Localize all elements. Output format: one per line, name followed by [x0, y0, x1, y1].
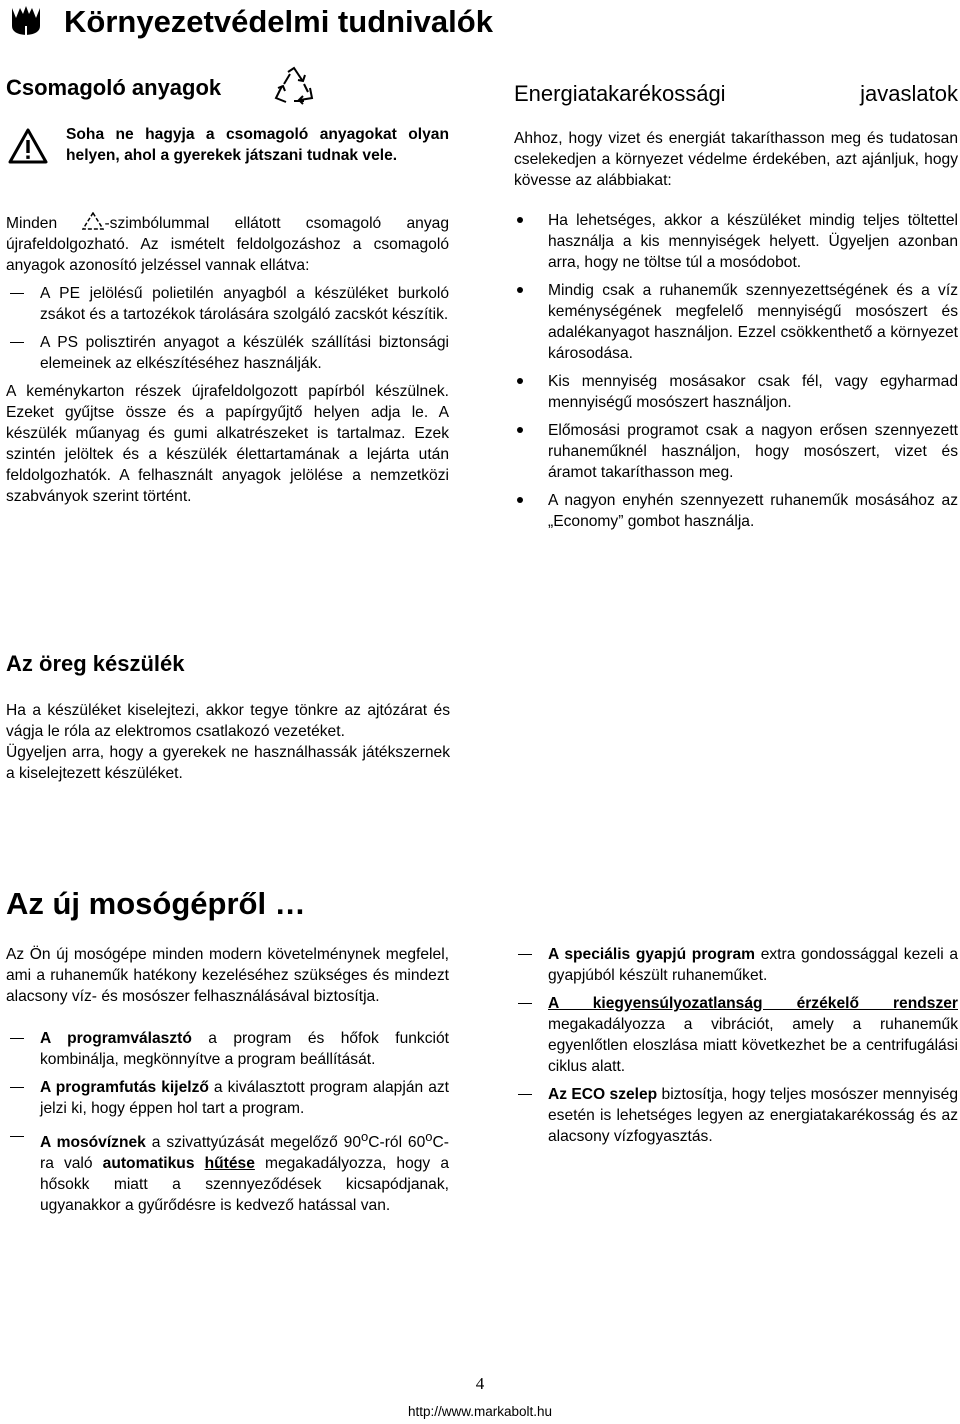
energy-item: Kis mennyiség mosásakor csak fél, vagy egyharmad mennyiségű mosószert használjon.	[514, 371, 958, 413]
recycle-icon	[272, 66, 316, 113]
packaging-closing: A keménykarton részek újrafeldolgozott papírból készülnek. Ezeket gyűjtse össze és a papírgyűjtő helyen adja le. A készülék műanyag és gumi alkatrészeket is tartalmaz. Ezek szintén jelöltek és a készülék élettartamának a lejárta után feldolgozhatók. A felhasznált anyagok jelölése a nemzetközi szabványok szerint történt.	[6, 383, 449, 505]
energy-title: Energiatakarékossági javaslatok	[514, 81, 958, 106]
energy-intro: Ahhoz, hogy vizet és energiát takaríthasson meg és tudatosan cselekedjen a környezet védelme érdekében, azt ajánljuk, hogy kövesse az alábbiakat:	[514, 130, 958, 189]
feature-item: A programválasztó a program és hőfok funkciót kombinálja, megkönnyítve a program beállítását.	[6, 1028, 449, 1070]
packaging-section	[6, 66, 449, 507]
page-title: Környezetvédelmi tudnivalók	[64, 4, 493, 39]
feature-item: A speciális gyapjú program extra gondossággal kezeli a gyapjúból készült ruhaneműket.	[514, 944, 958, 986]
recycle-icon	[82, 212, 104, 228]
feature-item: A kiegyensúlyozatlanság érzékelő rendszer megakadályozza a vibrációt, amely a ruhaneműk egyenlőtlen eloszlása miatt következhet be a centrifugálási ciklus alatt.	[514, 993, 958, 1077]
page-header	[6, 4, 956, 40]
energy-item: A nagyon enyhén szennyezett ruhaneműk mosásához az „Economy” gombot használja.	[514, 490, 958, 532]
new-machine-intro: Az Ön új mosógépe minden modern követelménynek megfelel, ami a ruhaneműk hatékony kezeléséhez szükséges és mindezt alacsony víz- és mosószer felhasználásával biztosítja.	[6, 946, 449, 1005]
feature-item: Az ECO szelep biztosítja, hogy teljes mosószer mennyiség esetén is lehetséges legyen az energiatakarékosság és az alacsony vízfogyasztás.	[514, 1084, 958, 1147]
old-appliance-text: Ügyeljen arra, hogy a gyerekek ne használhassák játékszernek a kiselejtezett készüléket.	[6, 744, 450, 782]
packaging-item: A PE jelölésű polietilén anyagból a készüléket burkoló zsákot és a tartozékok tárolására szolgáló zacskót készítik.	[6, 283, 449, 325]
feature-item: A mosóvíznek a szivattyúzását megelőző 90$^o$C-ról 60$^o$C-ra való automatikus hűtése megakadályozza, hogy a hősokk miatt a szennyeződések kicsapódjanak, ugyanakkor a gyűrődésre is kedvező hatással van.	[6, 1126, 449, 1216]
new-machine-title: Az új mosógépről …	[6, 886, 306, 921]
old-appliance-section	[6, 650, 450, 784]
packaging-warning: Soha ne hagyja a csomagoló anyagokat olyan helyen, ahol a gyerekek játszani tudnak vele.	[66, 126, 449, 164]
old-appliance-title: Az öreg készülék	[6, 651, 185, 676]
energy-section	[514, 80, 958, 532]
energy-item: Előmosási programot csak a nagyon erősen szennyezett ruhaneműknél használjon, hogy mosószert, vizet és áramot takaríthasson meg.	[514, 420, 958, 483]
new-machine-right	[514, 944, 958, 1147]
feature-item: A programfutás kijelző a kiválasztott program alapján azt jelzi ki, hogy éppen hol tart a program.	[6, 1077, 449, 1119]
packaging-title: Csomagoló anyagok	[6, 75, 222, 100]
footer-url[interactable]: http://www.markabolt.hu	[407, 1404, 553, 1419]
energy-item: Ha lehetséges, akkor a készüléket mindig teljes töltettel használja a kis mennyiségek helyett. Ügyeljen azonban arra, hogy ne töltse túl a mosódobot.	[514, 210, 958, 273]
packaging-intro: Minden -szimbólummal ellátott csomagoló anyag újrafeldolgozható. Az ismételt feldolgozáshoz a csomagoló anyagok azonosító jelzéssel vannak ellátva:	[6, 212, 449, 276]
hand-plant-icon	[6, 4, 46, 38]
energy-item: Mindig csak a ruhaneműk szennyezettségének és a víz keménységének megfelelő mennyiségű mosószert és adalékanyagot használjon. Ezzel csökkenthető a környezet károsodása.	[514, 280, 958, 364]
warning-triangle-icon	[8, 128, 48, 169]
packaging-item: A PS polisztirén anyagot a készülék szállítási biztonsági elemeinek az elkészítéséhez használják.	[6, 332, 449, 374]
page-number: 4	[475, 1374, 485, 1393]
old-appliance-text: Ha a készüléket kiselejtezi, akkor tegye tönkre az ajtózárat és vágja le róla az elektromos csatlakozó vezetéket.	[6, 702, 450, 740]
new-machine-left	[6, 944, 449, 1216]
